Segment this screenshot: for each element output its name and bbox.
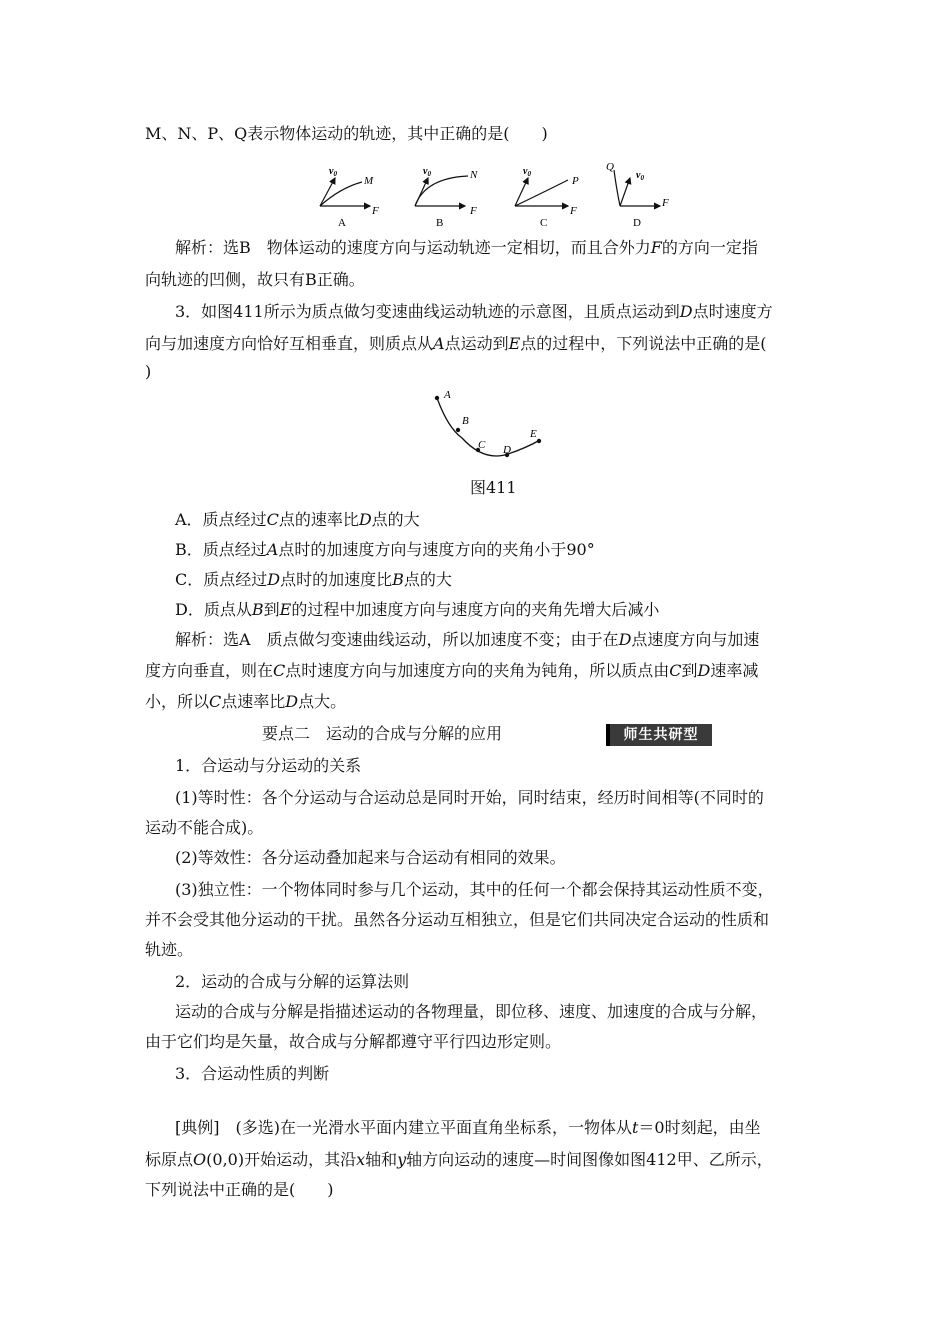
- figure-411: [420, 384, 560, 466]
- figure-411-caption: 图411: [470, 478, 517, 497]
- svg-text:D: D: [503, 444, 511, 456]
- q3-answer-line-1: 解析：选A 质点做匀变速曲线运动，所以加速度不变；由于在D点速度方向与加速: [175, 630, 760, 649]
- example-line-1: [典例] (多选)在一光滑水平面内建立平面直角坐标系，一物体从t＝0时刻起，由坐: [175, 1118, 761, 1137]
- point-1-2: (2)等效性：各分运动叠加起来与合运动有相同的效果。: [175, 848, 566, 867]
- svg-text:F: F: [470, 205, 477, 217]
- section-badge: 师生共研型: [606, 724, 712, 746]
- example-line-2: 标原点O(0,0)开始运动，其沿x轴和y轴方向运动的速度—时间图像如图412甲、乙所示，: [145, 1150, 773, 1169]
- svg-text:A: A: [444, 389, 451, 401]
- point-1-1-line-2: 运动不能合成)。: [145, 818, 264, 837]
- q3-stem-line-3: ): [145, 362, 152, 381]
- option-b: B．质点经过A点时的加速度方向与速度方向的夹角小于90°: [175, 540, 595, 559]
- svg-text:C: C: [478, 439, 486, 451]
- q2-stem: M、N、P、Q表示物体运动的轨迹，其中正确的是( ): [145, 124, 548, 143]
- svg-text:N: N: [470, 169, 478, 181]
- svg-text:E: E: [530, 428, 537, 440]
- option-d: D．质点从B到E的过程中加速度方向与速度方向的夹角先增大后减小: [175, 600, 660, 619]
- q3-answer-line-2: 度方向垂直，则在C点时速度方向与加速度方向的夹角为钝角，所以质点由C到D速率减: [145, 661, 759, 680]
- section-title: 要点二 运动的合成与分解的应用: [262, 724, 503, 743]
- point-1-3-line-3: 轨迹。: [145, 940, 194, 959]
- svg-text:P: P: [572, 175, 579, 187]
- svg-text:v0: $v_0$: [329, 166, 337, 178]
- q2-answer-line-1: 解析：选B 物体运动的速度方向与运动轨迹一定相切，而且合外力F的方向一定指: [175, 238, 758, 257]
- svg-text:F: F: [662, 197, 669, 209]
- option-c: C．质点经过D点时的加速度比B点的大: [175, 570, 452, 589]
- point-2-heading: 2．运动的合成与分解的运算法则: [175, 972, 410, 991]
- panel-c: [515, 166, 579, 229]
- svg-text:B: B: [462, 415, 469, 427]
- point-1-3-line-2: 并不会受其他分运动的干扰。虽然各分运动互相独立，但是它们共同决定合运动的性质和: [145, 910, 770, 929]
- point-1-heading: 1．合运动与分运动的关系: [175, 756, 362, 775]
- svg-text:F: F: [570, 205, 577, 217]
- q3-answer-line-3: 小，所以C点速率比D点大。: [145, 692, 347, 711]
- svg-text:F: F: [372, 205, 379, 217]
- svg-text:C: C: [540, 217, 548, 229]
- panel-d: [606, 161, 669, 229]
- point-2-line-2: 由于它们均是矢量，故合成与分解都遵守平行四边形定则。: [145, 1032, 562, 1051]
- svg-text:Q: Q: [606, 161, 614, 173]
- point-1-3-line-1: (3)独立性：一个物体同时参与几个运动，其中的任何一个都会保持其运动性质不变，: [175, 880, 774, 899]
- q2-figures: [300, 158, 700, 230]
- q3-stem-line-2: 向与加速度方向恰好互相垂直，则质点从A点运动到E点的过程中，下列说法中正确的是(: [145, 334, 767, 353]
- option-a: A．质点经过C点的速率比D点的大: [175, 510, 420, 529]
- svg-text:D: D: [633, 217, 641, 229]
- point-3-heading: 3．合运动性质的判断: [175, 1064, 330, 1083]
- q2-answer-line-2: 向轨迹的凹侧，故只有B正确。: [145, 270, 365, 289]
- point-2-line-1: 运动的合成与分解是指描述运动的各物理量，即位移、速度、加速度的合成与分解，: [175, 1002, 768, 1021]
- svg-text:M: M: [364, 175, 374, 187]
- svg-text:A: A: [338, 217, 346, 229]
- svg-text:v0: $v_0$: [423, 166, 431, 178]
- point-1-1-line-1: (1)等时性：各个分运动与合运动总是同时开始，同时结束，经历时间相等(不同时的: [175, 788, 764, 807]
- svg-text:B: B: [436, 217, 444, 229]
- svg-text:v0: $v_0$: [636, 170, 644, 182]
- example-line-3: 下列说法中正确的是( ): [145, 1180, 334, 1199]
- svg-text:v0: $v_0$: [523, 166, 531, 178]
- panel-b: [415, 166, 478, 229]
- panel-a: [320, 166, 379, 229]
- q3-stem-line-1: 3．如图411所示为质点做匀变速曲线运动轨迹的示意图，且质点运动到D点时速度方: [175, 302, 773, 321]
